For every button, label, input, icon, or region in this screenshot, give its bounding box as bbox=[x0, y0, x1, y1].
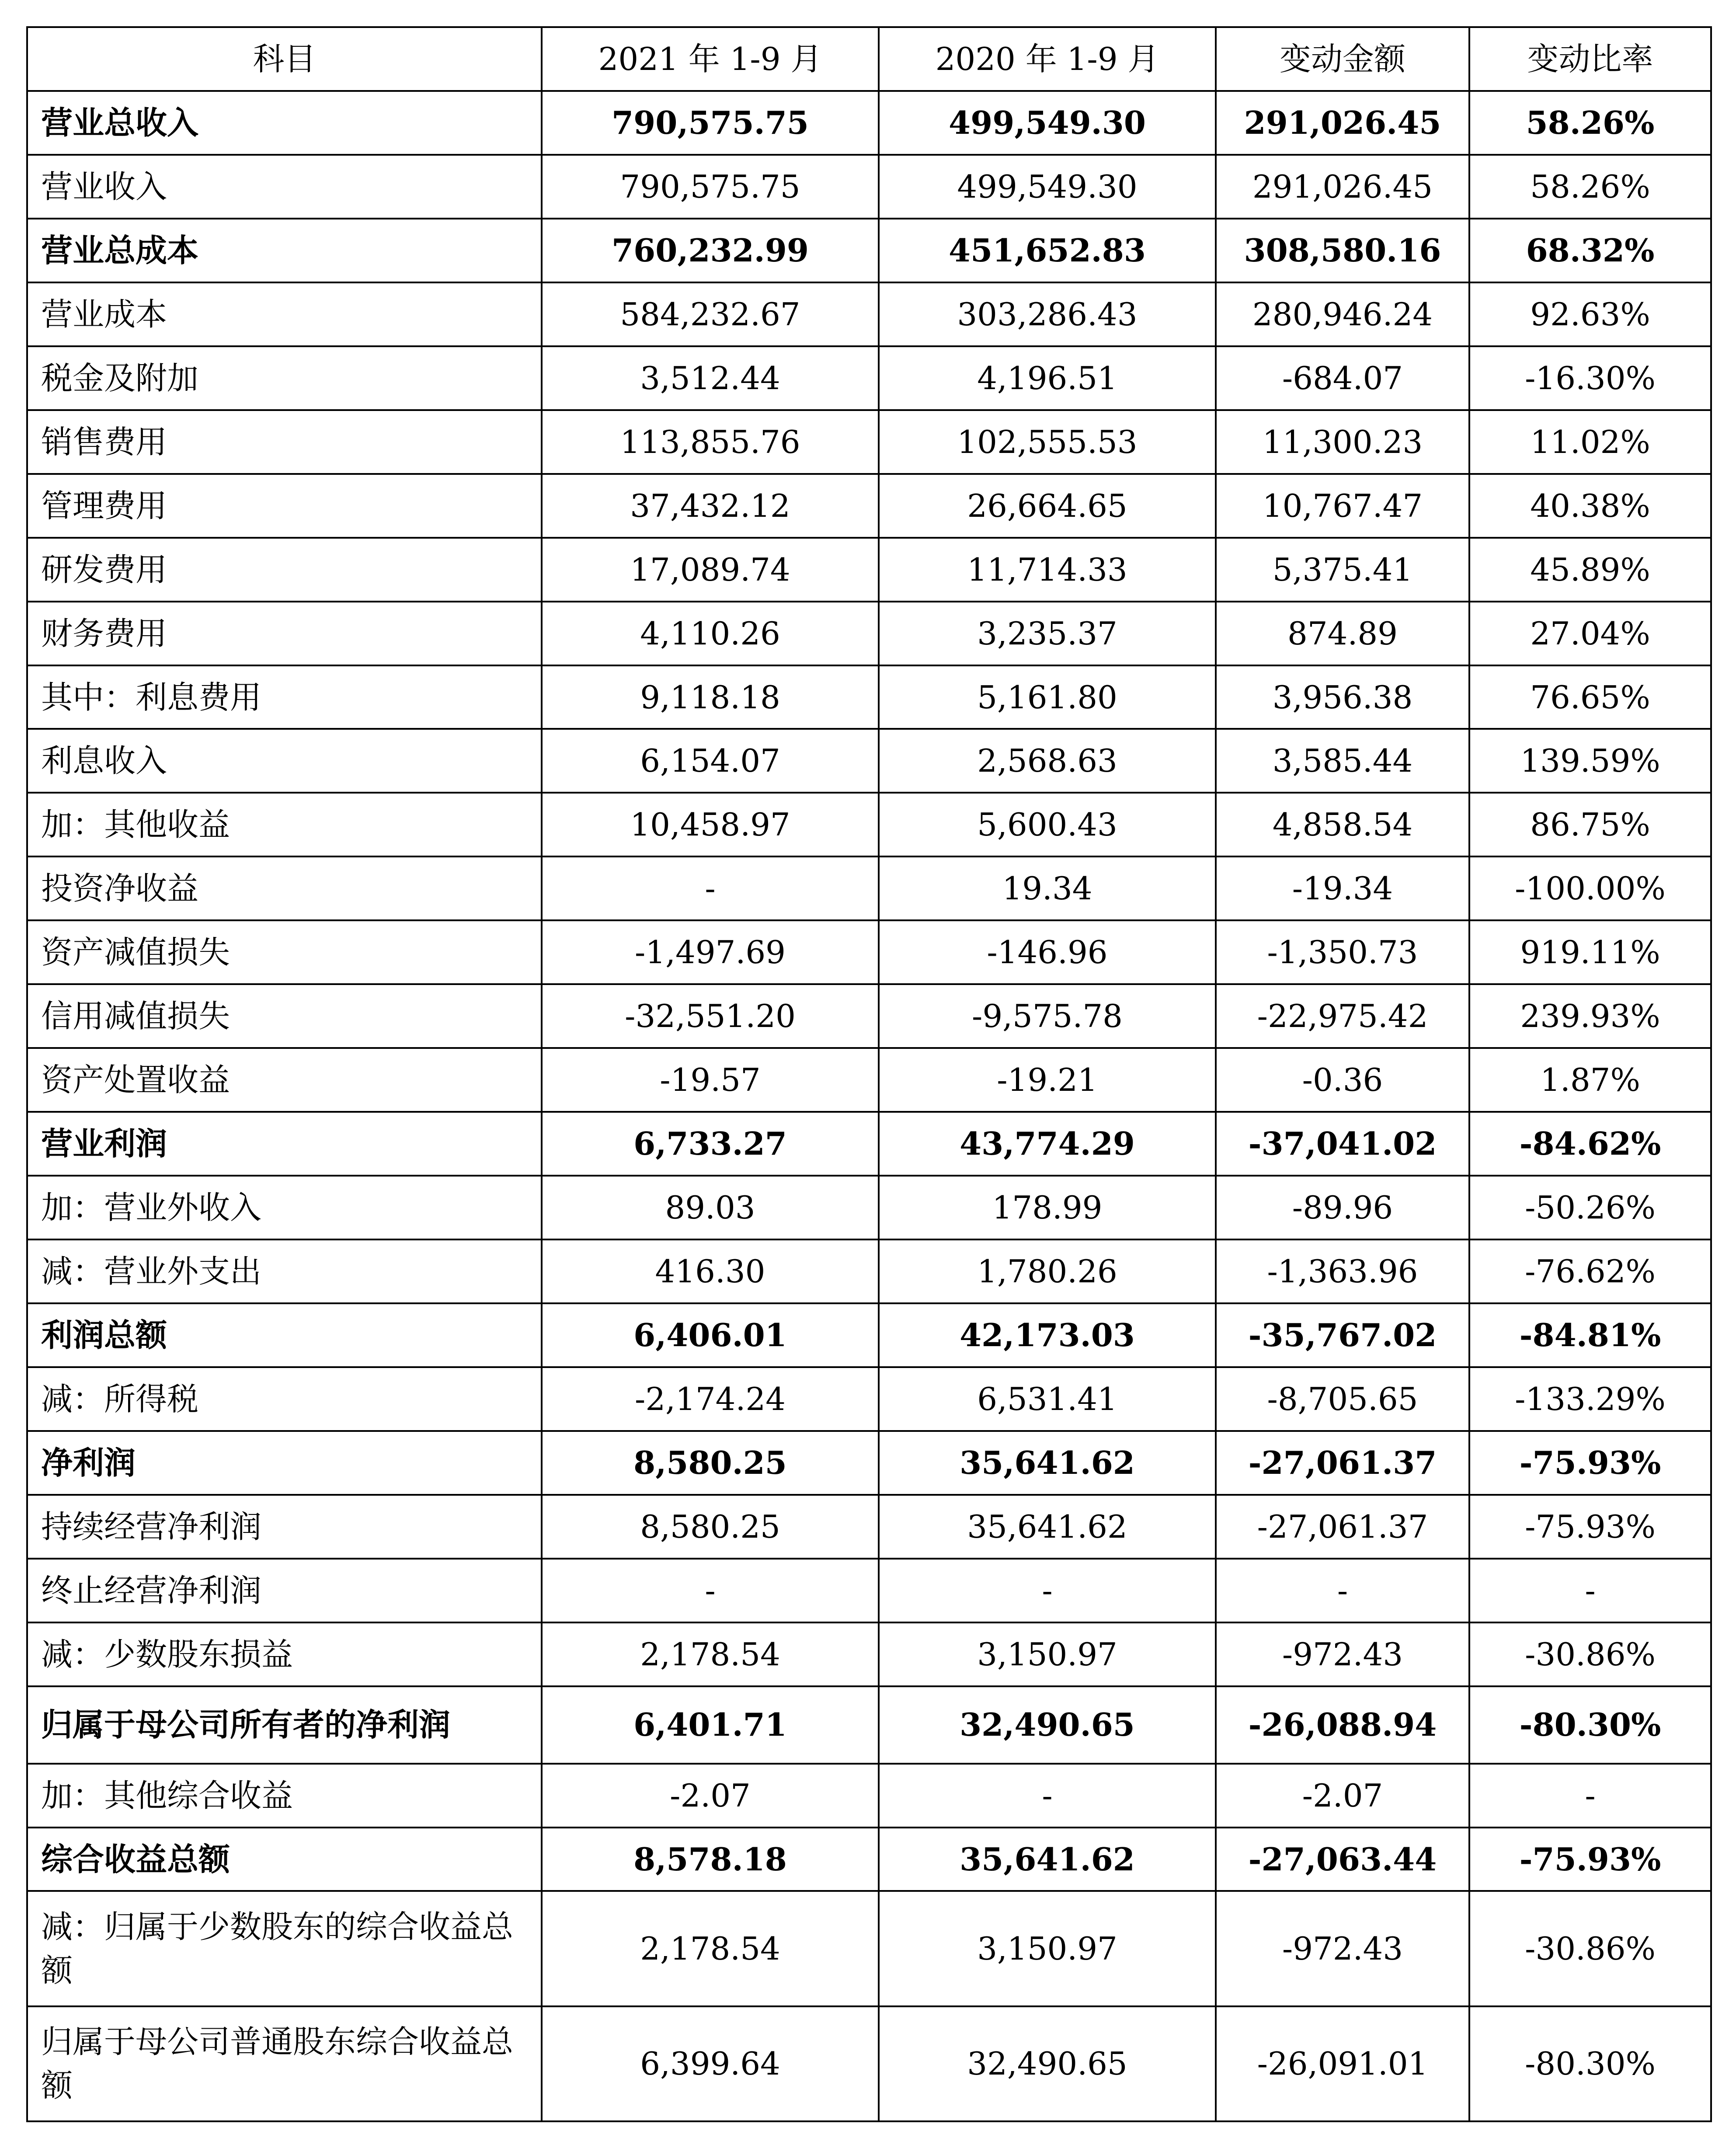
value-2020-cell: 1,780.26 bbox=[879, 1239, 1216, 1303]
table-row bbox=[27, 2006, 1711, 2121]
change-ratio-cell: 139.59% bbox=[1469, 729, 1711, 793]
change-ratio-cell: -75.93% bbox=[1469, 1431, 1711, 1495]
row-label-cell: 营业收入 bbox=[27, 155, 542, 219]
change-amount-cell: -27,061.37 bbox=[1216, 1495, 1469, 1559]
value-2021-cell: 113,855.76 bbox=[542, 410, 879, 474]
value-2021-cell: -19.57 bbox=[542, 1048, 879, 1112]
row-label-cell: 营业利润 bbox=[27, 1112, 542, 1176]
value-2020-cell: 11,714.33 bbox=[879, 538, 1216, 602]
change-amount-cell: 11,300.23 bbox=[1216, 410, 1469, 474]
value-2021-cell: 790,575.75 bbox=[542, 91, 879, 155]
value-2020-cell: 3,235.37 bbox=[879, 602, 1216, 665]
change-ratio-cell: - bbox=[1469, 1559, 1711, 1622]
change-amount-cell: -1,363.96 bbox=[1216, 1239, 1469, 1303]
value-2020-cell: 26,664.65 bbox=[879, 474, 1216, 538]
table-row bbox=[27, 1686, 1711, 1764]
row-label-cell: 资产减值损失 bbox=[27, 920, 542, 984]
table-row bbox=[27, 1764, 1711, 1828]
row-label-cell: 持续经营净利润 bbox=[27, 1495, 542, 1559]
value-2021-cell: 6,399.64 bbox=[542, 2006, 879, 2121]
change-ratio-cell: -84.62% bbox=[1469, 1112, 1711, 1176]
value-2021-cell: 2,178.54 bbox=[542, 1891, 879, 2006]
row-label-cell: 减：所得税 bbox=[27, 1367, 542, 1431]
table-row bbox=[27, 1495, 1711, 1559]
change-ratio-cell: -100.00% bbox=[1469, 856, 1711, 920]
value-2020-cell: 6,531.41 bbox=[879, 1367, 1216, 1431]
table-row bbox=[27, 346, 1711, 410]
change-amount-cell: 4,858.54 bbox=[1216, 793, 1469, 856]
row-label-cell: 加：其他收益 bbox=[27, 793, 542, 856]
change-amount-cell: -8,705.65 bbox=[1216, 1367, 1469, 1431]
change-amount-cell: -26,091.01 bbox=[1216, 2006, 1469, 2121]
table-row bbox=[27, 1828, 1711, 1891]
change-amount-cell: 3,956.38 bbox=[1216, 665, 1469, 729]
row-label-cell: 营业总成本 bbox=[27, 219, 542, 282]
change-amount-cell: -35,767.02 bbox=[1216, 1303, 1469, 1367]
value-2021-cell: 17,089.74 bbox=[542, 538, 879, 602]
table-row bbox=[27, 1239, 1711, 1303]
change-ratio-cell: -30.86% bbox=[1469, 1891, 1711, 2006]
table-row bbox=[27, 793, 1711, 856]
change-ratio-cell: 27.04% bbox=[1469, 602, 1711, 665]
change-ratio-cell: -133.29% bbox=[1469, 1367, 1711, 1431]
value-2021-cell: -32,551.20 bbox=[542, 984, 879, 1048]
change-amount-cell: -684.07 bbox=[1216, 346, 1469, 410]
row-label-cell: 减：营业外支出 bbox=[27, 1239, 542, 1303]
change-ratio-cell: 58.26% bbox=[1469, 91, 1711, 155]
value-2020-cell: 3,150.97 bbox=[879, 1622, 1216, 1686]
change-amount-cell: -22,975.42 bbox=[1216, 984, 1469, 1048]
table-row bbox=[27, 602, 1711, 665]
row-label-cell: 营业总收入 bbox=[27, 91, 542, 155]
value-2021-cell: 3,512.44 bbox=[542, 346, 879, 410]
row-label-cell: 综合收益总额 bbox=[27, 1828, 542, 1891]
value-2020-cell: 5,161.80 bbox=[879, 665, 1216, 729]
value-2020-cell: 178.99 bbox=[879, 1176, 1216, 1239]
change-ratio-cell: 92.63% bbox=[1469, 282, 1711, 346]
value-2020-cell: 499,549.30 bbox=[879, 91, 1216, 155]
change-ratio-cell: -84.81% bbox=[1469, 1303, 1711, 1367]
change-ratio-cell: 919.11% bbox=[1469, 920, 1711, 984]
row-label-cell: 信用减值损失 bbox=[27, 984, 542, 1048]
row-label-cell: 管理费用 bbox=[27, 474, 542, 538]
value-2020-cell: 32,490.65 bbox=[879, 1686, 1216, 1764]
change-amount-cell: -972.43 bbox=[1216, 1622, 1469, 1686]
header-cell-subject: 科目 bbox=[27, 27, 542, 91]
table-body bbox=[27, 27, 1711, 2121]
table-row bbox=[27, 920, 1711, 984]
table-row bbox=[27, 538, 1711, 602]
row-label-cell: 减：少数股东损益 bbox=[27, 1622, 542, 1686]
change-amount-cell: -37,041.02 bbox=[1216, 1112, 1469, 1176]
value-2020-cell: 32,490.65 bbox=[879, 2006, 1216, 2121]
change-ratio-cell: 239.93% bbox=[1469, 984, 1711, 1048]
value-2020-cell: 102,555.53 bbox=[879, 410, 1216, 474]
change-amount-cell: -27,063.44 bbox=[1216, 1828, 1469, 1891]
row-label-cell: 利润总额 bbox=[27, 1303, 542, 1367]
row-label-cell: 其中：利息费用 bbox=[27, 665, 542, 729]
header-cell-change-ratio: 变动比率 bbox=[1469, 27, 1711, 91]
value-2021-cell: 37,432.12 bbox=[542, 474, 879, 538]
row-label-cell: 财务费用 bbox=[27, 602, 542, 665]
header-cell-2021: 2021 年 1-9 月 bbox=[542, 27, 879, 91]
table-row bbox=[27, 1891, 1711, 2006]
value-2020-cell: - bbox=[879, 1559, 1216, 1622]
table-row bbox=[27, 1559, 1711, 1622]
value-2021-cell: - bbox=[542, 856, 879, 920]
value-2020-cell: -19.21 bbox=[879, 1048, 1216, 1112]
row-label-cell: 销售费用 bbox=[27, 410, 542, 474]
value-2020-cell: 35,641.62 bbox=[879, 1431, 1216, 1495]
table-row bbox=[27, 474, 1711, 538]
row-label-cell: 利息收入 bbox=[27, 729, 542, 793]
change-amount-cell: 291,026.45 bbox=[1216, 155, 1469, 219]
table-row bbox=[27, 1303, 1711, 1367]
change-ratio-cell: -80.30% bbox=[1469, 1686, 1711, 1764]
table-row bbox=[27, 410, 1711, 474]
value-2020-cell: 499,549.30 bbox=[879, 155, 1216, 219]
value-2021-cell: 6,154.07 bbox=[542, 729, 879, 793]
row-label-cell: 投资净收益 bbox=[27, 856, 542, 920]
change-amount-cell: - bbox=[1216, 1559, 1469, 1622]
change-ratio-cell: 76.65% bbox=[1469, 665, 1711, 729]
change-ratio-cell: 86.75% bbox=[1469, 793, 1711, 856]
value-2021-cell: -2,174.24 bbox=[542, 1367, 879, 1431]
change-ratio-cell: -50.26% bbox=[1469, 1176, 1711, 1239]
change-amount-cell: 10,767.47 bbox=[1216, 474, 1469, 538]
value-2021-cell: 6,406.01 bbox=[542, 1303, 879, 1367]
value-2021-cell: 2,178.54 bbox=[542, 1622, 879, 1686]
value-2021-cell: 9,118.18 bbox=[542, 665, 879, 729]
value-2020-cell: 35,641.62 bbox=[879, 1495, 1216, 1559]
value-2021-cell: 8,580.25 bbox=[542, 1431, 879, 1495]
value-2020-cell: 3,150.97 bbox=[879, 1891, 1216, 2006]
table-row bbox=[27, 984, 1711, 1048]
table-row bbox=[27, 1622, 1711, 1686]
row-label-cell: 减：归属于少数股东的综合收益总额 bbox=[27, 1891, 542, 2006]
value-2020-cell: 451,652.83 bbox=[879, 219, 1216, 282]
change-ratio-cell: 58.26% bbox=[1469, 155, 1711, 219]
value-2021-cell: -2.07 bbox=[542, 1764, 879, 1828]
value-2020-cell: -9,575.78 bbox=[879, 984, 1216, 1048]
change-amount-cell: -0.36 bbox=[1216, 1048, 1469, 1112]
change-amount-cell: -89.96 bbox=[1216, 1176, 1469, 1239]
table-row bbox=[27, 1048, 1711, 1112]
change-ratio-cell: 11.02% bbox=[1469, 410, 1711, 474]
change-amount-cell: -1,350.73 bbox=[1216, 920, 1469, 984]
value-2020-cell: - bbox=[879, 1764, 1216, 1828]
value-2021-cell: 584,232.67 bbox=[542, 282, 879, 346]
row-label-cell: 归属于母公司所有者的净利润 bbox=[27, 1686, 542, 1764]
table-row bbox=[27, 856, 1711, 920]
header-cell-change-amount: 变动金额 bbox=[1216, 27, 1469, 91]
change-ratio-cell: -76.62% bbox=[1469, 1239, 1711, 1303]
table-row bbox=[27, 1367, 1711, 1431]
value-2020-cell: 4,196.51 bbox=[879, 346, 1216, 410]
change-amount-cell: -972.43 bbox=[1216, 1891, 1469, 2006]
value-2020-cell: 35,641.62 bbox=[879, 1828, 1216, 1891]
value-2021-cell: 10,458.97 bbox=[542, 793, 879, 856]
table-row bbox=[27, 729, 1711, 793]
row-label-cell: 资产处置收益 bbox=[27, 1048, 542, 1112]
value-2021-cell: 6,401.71 bbox=[542, 1686, 879, 1764]
value-2021-cell: 89.03 bbox=[542, 1176, 879, 1239]
value-2020-cell: 19.34 bbox=[879, 856, 1216, 920]
value-2020-cell: -146.96 bbox=[879, 920, 1216, 984]
row-label-cell: 归属于母公司普通股东综合收益总额 bbox=[27, 2006, 542, 2121]
change-ratio-cell: 40.38% bbox=[1469, 474, 1711, 538]
change-ratio-cell: -16.30% bbox=[1469, 346, 1711, 410]
change-ratio-cell: 45.89% bbox=[1469, 538, 1711, 602]
value-2021-cell: 8,578.18 bbox=[542, 1828, 879, 1891]
row-label-cell: 研发费用 bbox=[27, 538, 542, 602]
header-row bbox=[27, 27, 1711, 91]
value-2021-cell: - bbox=[542, 1559, 879, 1622]
row-label-cell: 终止经营净利润 bbox=[27, 1559, 542, 1622]
change-ratio-cell: 1.87% bbox=[1469, 1048, 1711, 1112]
change-ratio-cell: -80.30% bbox=[1469, 2006, 1711, 2121]
row-label-cell: 加：其他综合收益 bbox=[27, 1764, 542, 1828]
row-label-cell: 营业成本 bbox=[27, 282, 542, 346]
change-ratio-cell: -30.86% bbox=[1469, 1622, 1711, 1686]
change-ratio-cell: -75.93% bbox=[1469, 1495, 1711, 1559]
change-amount-cell: -19.34 bbox=[1216, 856, 1469, 920]
income-statement-table bbox=[26, 26, 1712, 2122]
value-2021-cell: 760,232.99 bbox=[542, 219, 879, 282]
change-amount-cell: -27,061.37 bbox=[1216, 1431, 1469, 1495]
table-row bbox=[27, 155, 1711, 219]
change-amount-cell: -2.07 bbox=[1216, 1764, 1469, 1828]
table-row bbox=[27, 219, 1711, 282]
header-cell-2020: 2020 年 1-9 月 bbox=[879, 27, 1216, 91]
table-row bbox=[27, 1176, 1711, 1239]
value-2020-cell: 43,774.29 bbox=[879, 1112, 1216, 1176]
value-2021-cell: 416.30 bbox=[542, 1239, 879, 1303]
change-ratio-cell: -75.93% bbox=[1469, 1828, 1711, 1891]
value-2021-cell: -1,497.69 bbox=[542, 920, 879, 984]
change-amount-cell: 3,585.44 bbox=[1216, 729, 1469, 793]
change-amount-cell: 280,946.24 bbox=[1216, 282, 1469, 346]
value-2021-cell: 8,580.25 bbox=[542, 1495, 879, 1559]
table-row bbox=[27, 1112, 1711, 1176]
value-2020-cell: 42,173.03 bbox=[879, 1303, 1216, 1367]
row-label-cell: 加：营业外收入 bbox=[27, 1176, 542, 1239]
value-2020-cell: 2,568.63 bbox=[879, 729, 1216, 793]
value-2021-cell: 4,110.26 bbox=[542, 602, 879, 665]
change-ratio-cell: 68.32% bbox=[1469, 219, 1711, 282]
change-amount-cell: -26,088.94 bbox=[1216, 1686, 1469, 1764]
value-2020-cell: 5,600.43 bbox=[879, 793, 1216, 856]
change-amount-cell: 874.89 bbox=[1216, 602, 1469, 665]
value-2021-cell: 790,575.75 bbox=[542, 155, 879, 219]
row-label-cell: 净利润 bbox=[27, 1431, 542, 1495]
table-row bbox=[27, 1431, 1711, 1495]
change-amount-cell: 291,026.45 bbox=[1216, 91, 1469, 155]
change-amount-cell: 308,580.16 bbox=[1216, 219, 1469, 282]
table-row bbox=[27, 282, 1711, 346]
change-ratio-cell: - bbox=[1469, 1764, 1711, 1828]
row-label-cell: 税金及附加 bbox=[27, 346, 542, 410]
value-2020-cell: 303,286.43 bbox=[879, 282, 1216, 346]
table-row bbox=[27, 665, 1711, 729]
change-amount-cell: 5,375.41 bbox=[1216, 538, 1469, 602]
value-2021-cell: 6,733.27 bbox=[542, 1112, 879, 1176]
table-row bbox=[27, 91, 1711, 155]
